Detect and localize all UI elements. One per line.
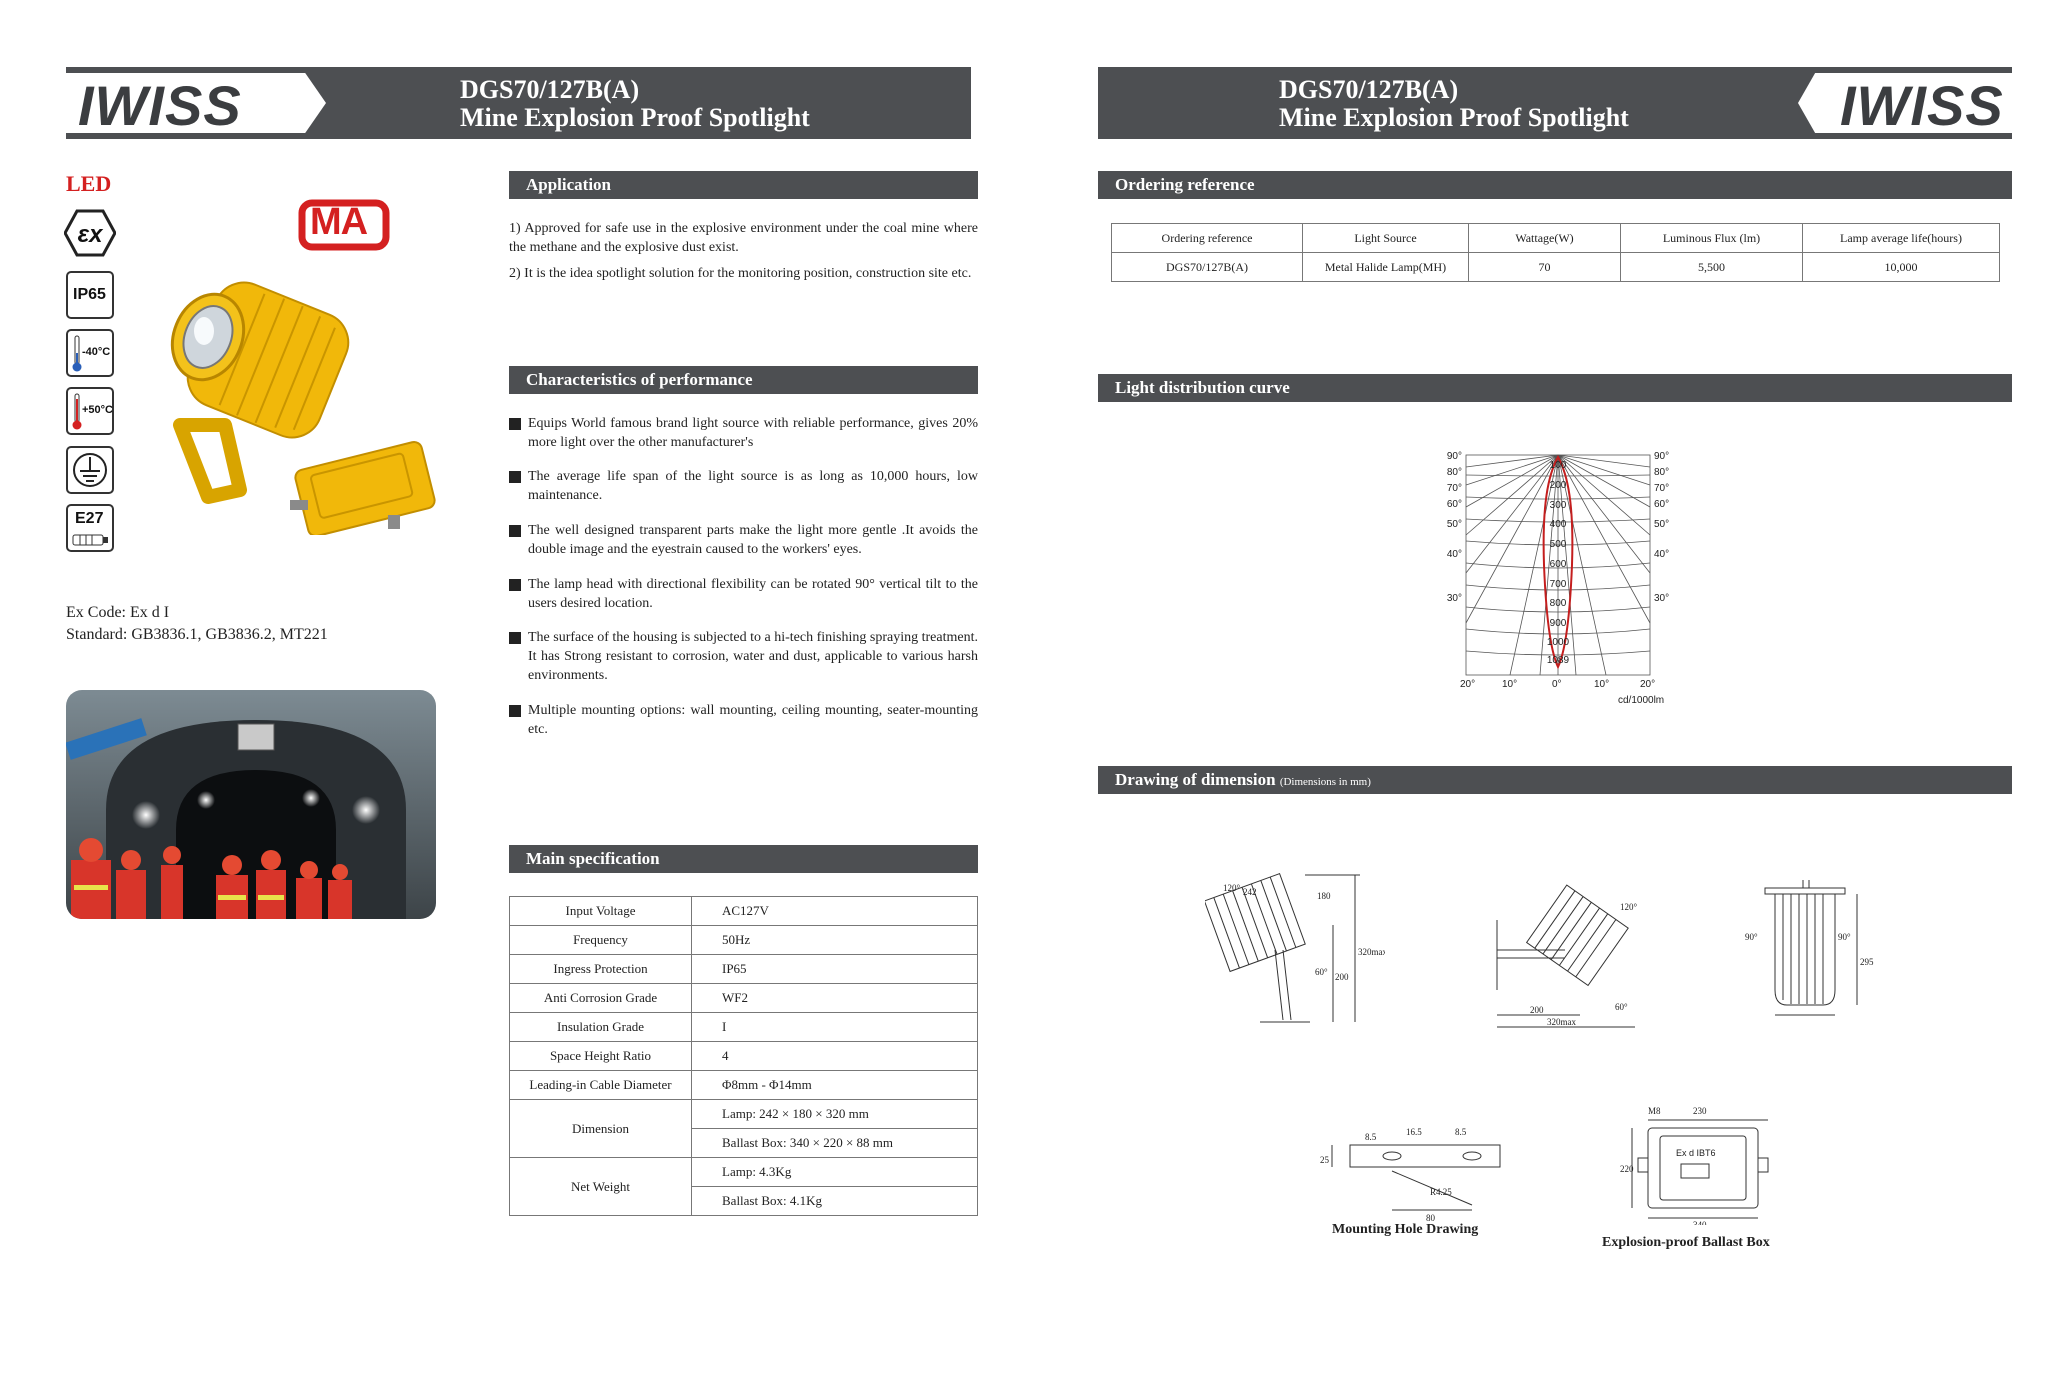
dim-label: 90° [1745,932,1758,942]
dim-label: 60° [1615,1002,1628,1012]
left-header-bar [66,67,971,139]
dim-label: 60° [1315,967,1328,977]
dim-label: M8 [1648,1106,1661,1116]
dim-label: 320max [1547,1017,1576,1027]
dim-label: 180 [1317,891,1331,901]
characteristic-item: The surface of the housing is subjected to a hi-tech finishing spraying treatment. It has Strong resistant to corrosion, water and dust, applicable to various harsh environments. [509,628,978,685]
angle-label: 80° [1654,467,1670,478]
angle-label: 70° [1446,483,1462,494]
ordering-cell: 5,500 [1621,253,1803,282]
spec-value: 4 [692,1042,978,1071]
table-row [510,984,978,1013]
application-heading: Application [509,171,978,199]
application-item-1: 1) Approved for safe use in the explosive environment under the coal mine where the methane and the explosive dust exist. [509,221,978,255]
lamp-side-drawing [1205,865,1385,1030]
ma-logo-text: MA [310,201,368,243]
e27-socket-icon [66,504,114,552]
brand-logo: IWISS [1840,74,2004,137]
ordering-header-cell: Lamp average life(hours) [1803,224,2000,253]
ring-label: 900 [1549,618,1567,629]
standard: Standard: GB3836.1, GB3836.2, MT221 [66,626,328,643]
spec-value: AC127V [692,897,978,926]
table-row [510,1013,978,1042]
e27-text: E27 [75,510,104,527]
spec-value: Lamp: 242 × 180 × 320 mm [692,1100,978,1129]
angle-label: 30° [1654,593,1670,604]
spec-label: Space Height Ratio [510,1042,692,1071]
angle-label: 50° [1446,519,1462,530]
spec-value: Φ8mm - Φ14mm [692,1071,978,1100]
angle-label: 60° [1654,499,1670,510]
dim-label: 242 [1243,887,1257,897]
table-row [510,1100,978,1129]
table-row [510,1071,978,1100]
ip65-text: IP65 [73,286,106,303]
unit-label: cd/1000lm [1618,695,1665,705]
ballast-box-caption: Explosion-proof Ballast Box [1602,1235,1770,1250]
angle-label: 90° [1446,451,1462,462]
ordering-cell: DGS70/127B(A) [1112,253,1303,282]
tunnel-photo [66,690,436,919]
spec-label: Net Weight [510,1158,692,1216]
right-header-bar [1098,67,2012,139]
table-row [510,955,978,984]
low-temperature-text: -40°C [82,346,111,358]
spec-label: Ingress Protection [510,955,692,984]
characteristics-heading: Characteristics of performance [509,366,978,394]
spec-value: WF2 [692,984,978,1013]
ordering-cell: Metal Halide Lamp(MH) [1303,253,1469,282]
angle-label: 40° [1654,549,1670,560]
mounting-hole-caption: Mounting Hole Drawing [1332,1222,1479,1237]
angle-label: 80° [1446,467,1462,478]
dim-label: 120° [1223,883,1241,893]
ring-label: 700 [1549,579,1567,590]
angle-label: 70° [1654,483,1670,494]
dimension-heading [1098,766,2012,794]
spec-label: Input Voltage [510,897,692,926]
dim-label: 230 [1693,1106,1707,1116]
right-header-model: DGS70/127B(A) [1279,75,1459,104]
angle-label: 50° [1654,519,1670,530]
ring-label: 1000 [1546,637,1570,648]
mounting-hole-drawing [1310,1115,1510,1225]
spec-value: 50Hz [692,926,978,955]
main-spec-table [509,896,978,1216]
ip65-icon [66,271,114,319]
dim-label: 90° [1838,932,1851,942]
dimension-heading-subtitle: (Dimensions in mm) [1279,776,1371,788]
dim-label: 8.5 [1455,1127,1467,1137]
ballast-box-drawing [1618,1100,1778,1225]
ring-label: 1089 [1546,655,1570,666]
spec-value: Ballast Box: 340 × 220 × 88 mm [692,1129,978,1158]
angle-label: 10° [1594,679,1610,690]
ex-code: Ex Code: Ex d I [66,604,170,621]
spotlight-product-image [150,275,450,535]
high-temperature-text: +50°C [82,404,114,416]
dim-label: 80 [1426,1213,1435,1223]
dimension-heading-title: Drawing of dimension [1115,770,1276,789]
led-label: LED [66,171,112,196]
lamp-wall-drawing [1485,880,1655,1030]
ordering-table [1111,223,2000,282]
low-temperature-icon [66,329,114,377]
dim-label: Ex d IBT6 [1676,1148,1716,1158]
spec-label: Anti Corrosion Grade [510,984,692,1013]
angle-label: 10° [1502,679,1518,690]
spec-label: Leading-in Cable Diameter [510,1071,692,1100]
characteristic-item: The average life span of the light source is as long as 10,000 hours, low maintenance. [509,467,978,505]
characteristic-item: Equips World famous brand light source with reliable performance, gives 20% more light over the other manufacturer's [509,414,978,452]
spec-label: Dimension [510,1100,692,1158]
angle-label: 30° [1446,593,1462,604]
table-row [510,926,978,955]
light-distribution-curve [1440,445,1680,705]
ordering-header-cell: Luminous Flux (lm) [1621,224,1803,253]
main-spec-heading: Main specification [509,845,978,873]
characteristic-item: The well designed transparent parts make the light more gentle .It avoids the double image and the eyestrain caused to the workers' eyes. [509,521,978,559]
ring-label: 600 [1549,559,1567,570]
ring-label: 500 [1549,539,1567,550]
ordering-cell: 10,000 [1803,253,2000,282]
ex-icon [64,209,116,257]
dim-label: 320max [1358,947,1385,957]
dim-label: 340 [1693,1220,1707,1225]
spec-value: Ballast Box: 4.1Kg [692,1187,978,1216]
ordering-cell: 70 [1469,253,1621,282]
dim-label: 200 [1530,1005,1544,1015]
dim-label: 25 [1320,1155,1329,1165]
ring-label: 800 [1549,598,1567,609]
brand-logo: IWISS [78,74,242,137]
spec-value: I [692,1013,978,1042]
angle-label: 20° [1640,679,1656,690]
dim-label: 8.5 [1365,1132,1377,1142]
characteristic-item: The lamp head with directional flexibility can be rotated 90° vertical tilt to the users desired location. [509,575,978,613]
spec-value: IP65 [692,955,978,984]
angle-label: 40° [1446,549,1462,560]
angle-label: 20° [1460,679,1476,690]
ma-logo-icon [298,199,390,251]
ring-label: 400 [1549,519,1567,530]
earth-ground-icon [66,446,114,494]
ordering-header-cell: Ordering reference [1112,224,1303,253]
table-row [510,1042,978,1071]
angle-label: 90° [1654,451,1670,462]
ring-label: 200 [1549,480,1567,491]
dim-label: 16.5 [1406,1127,1422,1137]
left-header-model: DGS70/127B(A) [460,75,640,104]
spec-value: Lamp: 4.3Kg [692,1158,978,1187]
dim-label: R4.25 [1430,1187,1452,1197]
svg-text:εx: εx [77,221,103,248]
ordering-header-cell: Light Source [1303,224,1469,253]
right-header-name: Mine Explosion Proof Spotlight [1279,103,1629,132]
dim-label: 220 [1620,1164,1634,1174]
angle-label: 60° [1446,499,1462,510]
spec-label: Insulation Grade [510,1013,692,1042]
characteristic-item: Multiple mounting options: wall mounting, ceiling mounting, seater-mounting etc. [509,701,978,739]
table-row [510,1158,978,1187]
dim-label: 120° [1620,902,1638,912]
ordering-heading: Ordering reference [1098,171,2012,199]
table-row [510,897,978,926]
application-item-2: 2) It is the idea spotlight solution for the monitoring position, construction site etc. [509,266,972,281]
ordering-header-cell: Wattage(W) [1469,224,1621,253]
table-row [1112,253,2000,282]
high-temperature-icon [66,387,114,435]
lamp-front-drawing [1735,880,1885,1030]
spec-label: Frequency [510,926,692,955]
distribution-heading: Light distribution curve [1098,374,2012,402]
angle-label: 0° [1552,679,1562,690]
left-header-name: Mine Explosion Proof Spotlight [460,103,810,132]
ring-label: 300 [1549,500,1567,511]
table-row [1112,224,2000,253]
dim-label: 295 [1860,957,1874,967]
dim-label: 200 [1335,972,1349,982]
ring-label: 100 [1549,460,1567,471]
